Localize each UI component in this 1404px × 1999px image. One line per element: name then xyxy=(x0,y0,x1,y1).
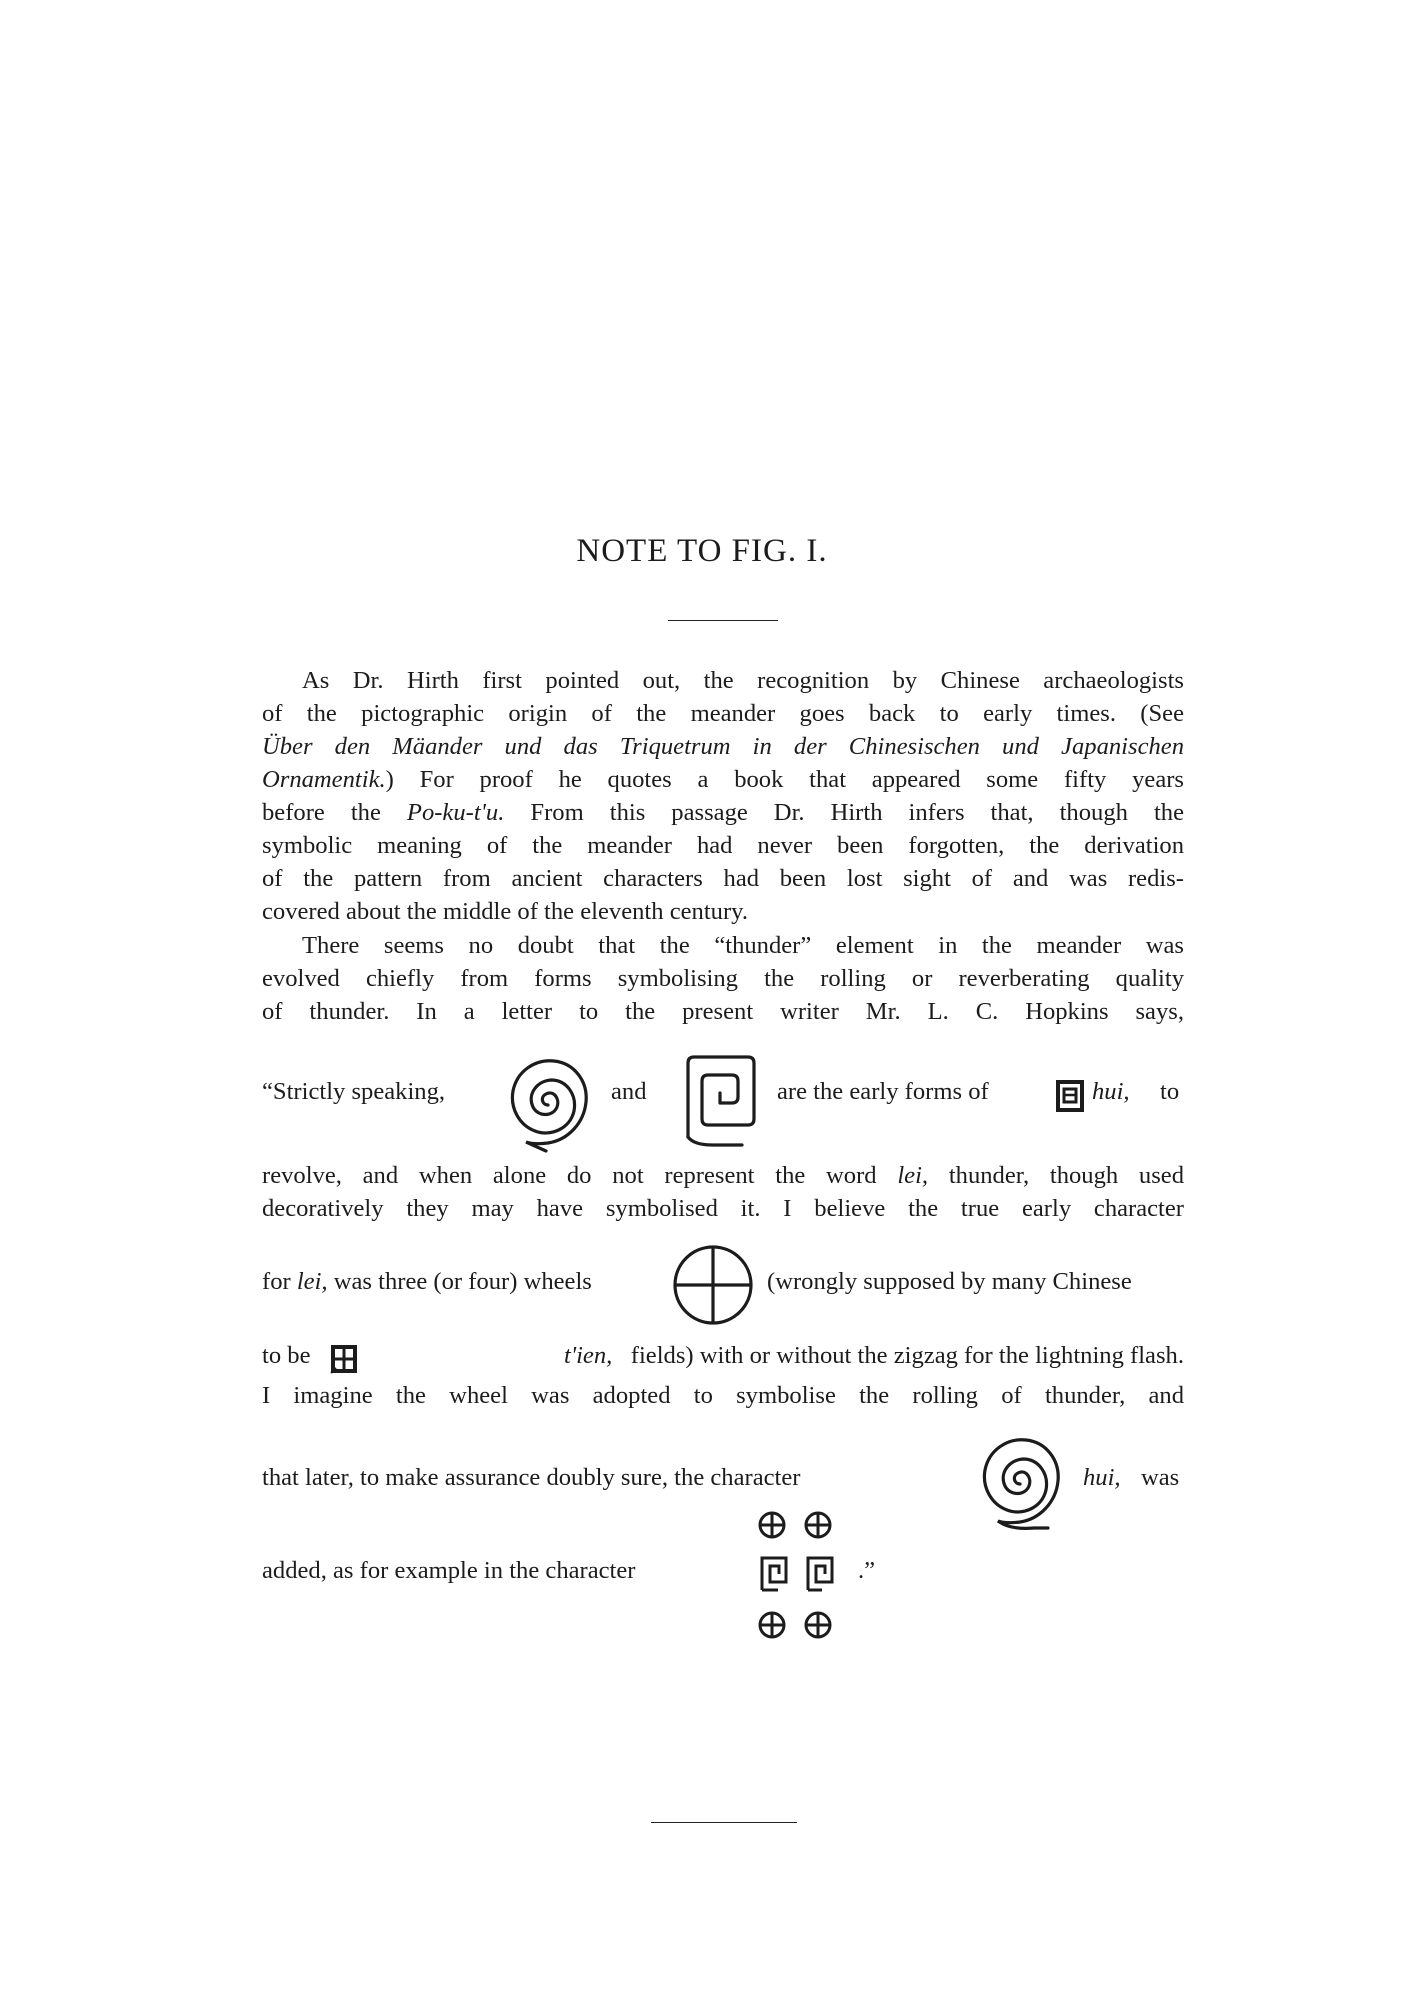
text-run: .” xyxy=(858,1557,876,1584)
text-run: added, as for example in the character xyxy=(262,1557,636,1584)
text-run: was xyxy=(1141,1464,1180,1491)
text-run: From this passage Dr. Hirth infers that, though the xyxy=(530,799,1184,826)
text-line: symbolic meaning of the meander had never been forgotten, the derivation xyxy=(262,832,1184,859)
text-line xyxy=(262,731,1184,763)
text-line xyxy=(262,797,1184,829)
text-run: to be xyxy=(262,1342,311,1369)
text-line: There seems no doubt that the “thunder” element in the meander was xyxy=(302,932,1184,959)
text-line: evolved chiefly from forms symbolising the rolling or reverberating quality xyxy=(262,965,1184,992)
book-title: Ornamentik. xyxy=(262,766,386,793)
text-run xyxy=(262,1340,1184,1372)
text-run: to xyxy=(1160,1078,1180,1105)
text-run: (wrongly supposed by many Chinese xyxy=(767,1268,1132,1295)
text-run xyxy=(1083,1462,1121,1494)
book-title: Po-ku-t'u. xyxy=(406,799,505,826)
title-underline xyxy=(668,620,778,621)
end-rule xyxy=(651,1822,797,1823)
text-line: I imagine the wheel was adopted to symbolise the rolling of thunder, and xyxy=(262,1382,1184,1409)
text-line: of thunder. In a letter to the present writer Mr. L. C. Hopkins says, xyxy=(262,998,1184,1025)
text-line: covered about the middle of the eleventh century. xyxy=(262,898,748,925)
text-run: revolve, and when alone do not represent the word xyxy=(262,1162,877,1189)
text-line xyxy=(262,764,1184,796)
text-run: that later, to make assurance doubly sure, the character xyxy=(262,1464,801,1491)
text-run: thunder, though used xyxy=(948,1162,1184,1189)
text-run: before the xyxy=(262,799,381,826)
square-spiral-glyph xyxy=(672,1053,758,1153)
circular-spiral-glyph xyxy=(502,1045,594,1157)
romanized-word: lei, xyxy=(296,1268,328,1295)
text-run: ) For proof he quotes a book that appeared some fifty years xyxy=(385,766,1184,793)
text-line: of the pattern from ancient characters had been lost sight of and was redis- xyxy=(262,865,1184,892)
romanized-word: hui, xyxy=(1083,1464,1121,1491)
text-run xyxy=(262,1266,592,1298)
text-line: As Dr. Hirth first pointed out, the recognition by Chinese archaeologists xyxy=(302,667,1184,694)
quartered-wheel-glyph xyxy=(670,1242,756,1328)
lei-compound-character-glyph xyxy=(756,1508,838,1642)
text-line: of the pictographic origin of the meander goes back to early times. (See xyxy=(262,700,1184,727)
romanized-word: hui, xyxy=(1092,1078,1130,1105)
romanized-word: lei, xyxy=(897,1162,929,1189)
text-run: for xyxy=(262,1268,291,1295)
text-run: fields) with or without the zigzag for the lightning flash. xyxy=(630,1342,1184,1369)
text-run: was three (or four) wheels xyxy=(333,1268,592,1295)
book-title: Über den Mäander und das Triquetrum in der Chinesischen und Japanischen xyxy=(262,733,1184,760)
hui-character-glyph xyxy=(1055,1079,1085,1113)
text-run: are the early forms of xyxy=(777,1078,989,1105)
text-run: “Strictly speaking, xyxy=(262,1078,446,1105)
text-run xyxy=(1092,1076,1130,1108)
text-line xyxy=(262,1160,1184,1192)
text-line: decoratively they may have symbolised it. I believe the true early character xyxy=(262,1195,1184,1222)
page-title: NOTE TO FIG. I. xyxy=(576,533,828,569)
romanized-word: t'ien, xyxy=(564,1342,613,1369)
circular-spiral-glyph xyxy=(972,1424,1068,1538)
text-run: and xyxy=(611,1078,647,1105)
